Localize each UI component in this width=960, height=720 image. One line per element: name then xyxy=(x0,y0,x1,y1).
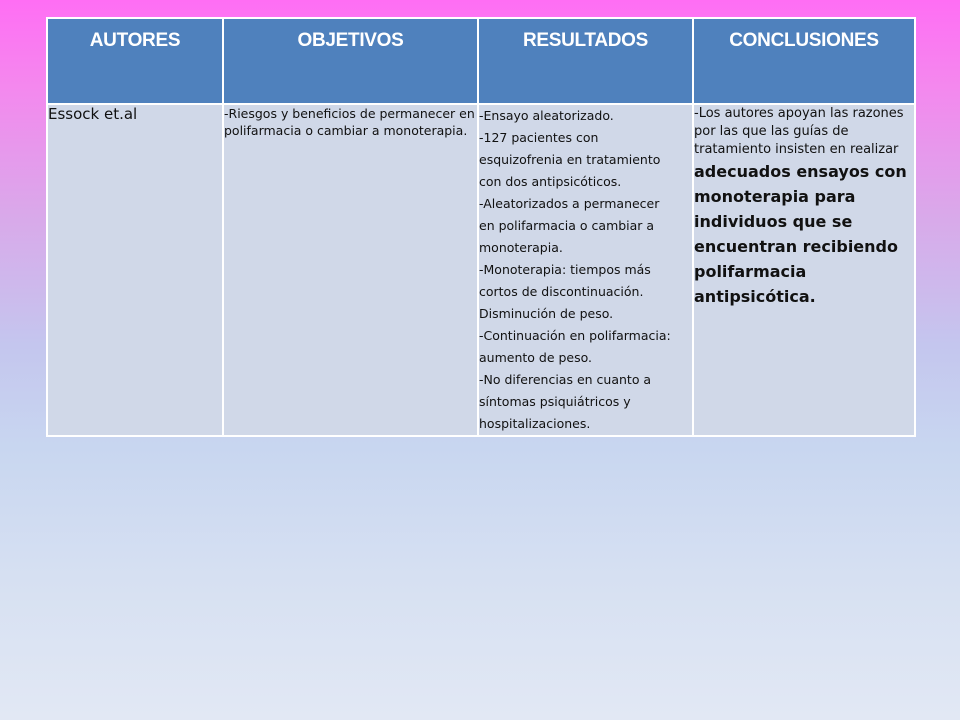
result-line: -No diferencias en cuanto a xyxy=(479,372,652,387)
result-line: hospitalizaciones. xyxy=(479,416,591,431)
summary-table xyxy=(46,17,916,437)
result-line: -Ensayo aleatorizado. xyxy=(479,108,614,123)
cell-author: Essock et.al xyxy=(47,104,223,436)
result-line: -Aleatorizados a permanecer xyxy=(479,196,660,211)
header-objetivos: OBJETIVOS xyxy=(223,18,478,104)
cell-conclusions xyxy=(693,104,915,436)
result-line: Disminución de peso. xyxy=(479,306,614,321)
result-line: monoterapia. xyxy=(479,240,563,255)
result-line: -127 pacientes con xyxy=(479,130,599,145)
header-conclusiones: CONCLUSIONES xyxy=(693,18,915,104)
result-line: -Monoterapia: tiempos más xyxy=(479,262,651,277)
cell-results xyxy=(478,104,693,436)
result-line: -Continuación en polifarmacia: xyxy=(479,328,671,343)
conclusion-emphasis-text: adecuados ensayos con monoterapia para individuos que se encuentran recibiendo polifarmacia antipsicótica. xyxy=(694,162,907,306)
table-header-row xyxy=(47,18,915,104)
result-line: aumento de peso. xyxy=(479,350,593,365)
result-line: síntomas psiquiátricos y xyxy=(479,394,631,409)
header-resultados: RESULTADOS xyxy=(478,18,693,104)
result-line: cortos de discontinuación. xyxy=(479,284,644,299)
table-row xyxy=(47,104,915,436)
result-line: con dos antipsicóticos. xyxy=(479,174,622,189)
result-line: esquizofrenia en tratamiento xyxy=(479,152,661,167)
header-autores: AUTORES xyxy=(47,18,223,104)
cell-objectives: -Riesgos y beneficios de permanecer en polifarmacia o cambiar a monoterapia. xyxy=(223,104,478,436)
conclusion-intro-text: -Los autores apoyan las razones por las que las guías de tratamiento insisten en realizar xyxy=(694,106,904,157)
result-line: en polifarmacia o cambiar a xyxy=(479,218,655,233)
